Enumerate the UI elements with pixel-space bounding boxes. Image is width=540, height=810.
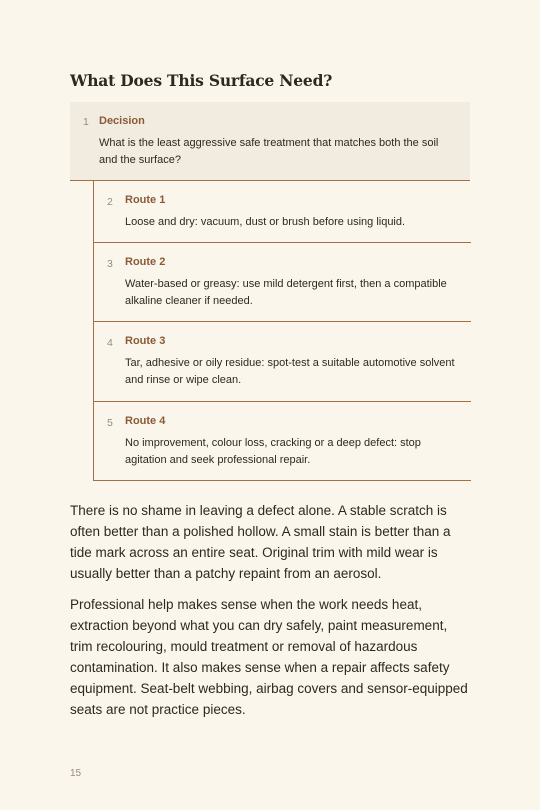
route-text: Water-based or greasy: use mild detergent first, then a compatible alkaline cleaner if needed.	[125, 278, 447, 307]
route-label: Route 1	[125, 194, 166, 206]
route-label: Route 3	[125, 335, 166, 347]
step-number: 2	[107, 196, 113, 208]
page-number: 15	[70, 768, 82, 779]
decision-box	[70, 102, 470, 181]
route-text: No improvement, colour loss, cracking or a deep defect: stop agitation and seek professional repair.	[125, 437, 421, 466]
page-title: What Does This Surface Need?	[70, 71, 333, 90]
route-label: Route 4	[125, 415, 166, 427]
route-text: Loose and dry: vacuum, dust or brush before using liquid.	[125, 216, 406, 228]
route-label: Route 2	[125, 256, 166, 268]
step-number: 1	[83, 116, 89, 128]
decision-label: Decision	[99, 115, 145, 127]
body-paragraph-1: There is no shame in leaving a defect alone. A stable scratch is often better than a polished hollow. A small stain is better than a tide mark across an entire seat. Original trim with mild wear is usually better than a patchy repaint from an aerosol.	[70, 503, 451, 581]
route-item-1	[94, 181, 471, 243]
route-item-3	[94, 322, 471, 402]
route-item-2	[94, 243, 471, 322]
step-number: 3	[107, 258, 113, 270]
decision-flowchart	[70, 102, 470, 466]
step-number: 4	[107, 337, 113, 349]
body-paragraph-2: Professional help makes sense when the work needs heat, extraction beyond what you can dry safely, paint measurement, trim recolouring, mould treatment or removal of hazardous contamination. It also makes sense when a repair affects safety equipment. Seat-belt webbing, airbag covers and sensor-equipped seats are not practice pieces.	[70, 597, 468, 717]
route-list	[93, 181, 471, 481]
decision-text: What is the least aggressive safe treatment that matches both the soil and the surface?	[99, 137, 439, 166]
route-text: Tar, adhesive or oily residue: spot-test a suitable automotive solvent and rinse or wipe clean.	[125, 357, 455, 386]
step-number: 5	[107, 417, 113, 429]
route-item-4	[94, 402, 471, 481]
